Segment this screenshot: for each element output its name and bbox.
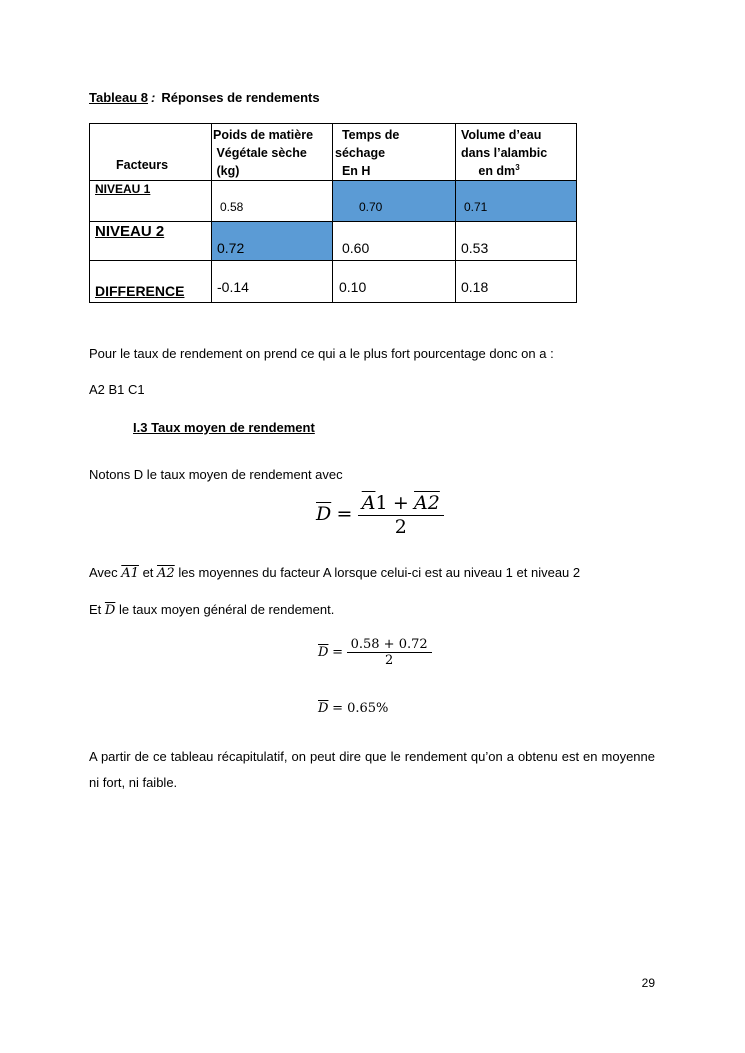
cell-value: 0.70 [359, 200, 383, 214]
value-cell [333, 222, 456, 261]
header-col2-cell [333, 124, 456, 181]
math-a2-bar: A2 [414, 492, 440, 514]
cell-value: 0.58 [220, 200, 244, 214]
math-a-bar: $\overline{A}$ [361, 492, 376, 514]
cell-value: 0.72 [217, 240, 245, 256]
table-row [90, 222, 577, 261]
cell-value: 0.18 [461, 279, 489, 295]
math-d-bar: $\overline{D}$ [318, 701, 329, 716]
cell-value: 0.71 [464, 200, 488, 214]
text-et-end: le taux moyen général de rendement. [115, 602, 335, 617]
table-caption [89, 90, 320, 105]
equation-result [318, 700, 388, 716]
row-label-cell [90, 181, 212, 222]
math-equals: = [332, 644, 343, 660]
equation-mean-values [318, 637, 432, 668]
math-denominator: 2 [384, 653, 394, 668]
math-equals: = [336, 503, 353, 526]
header-col1-label: Poids de matière Végétale sèche (kg) [213, 128, 314, 178]
caption-colon: : [151, 90, 156, 105]
header-col3-label: Volume d’eau dans l’alambic en dm [461, 128, 548, 178]
value-cell [212, 261, 333, 303]
math-d-bar: $\overline{D}$ [316, 503, 332, 526]
equation-mean-definition [316, 492, 444, 538]
paragraph-combination: A2 B1 C1 [89, 382, 145, 397]
paragraph-et [89, 597, 655, 624]
header-col2-label: Temps de séchage En H [335, 128, 400, 178]
math-fraction [358, 492, 444, 538]
header-factor-cell [90, 124, 212, 181]
text-et: et [138, 565, 158, 580]
math-inline-d: $\overline{D}$ [104, 603, 116, 618]
paragraph-rendement: Pour le taux de rendement on prend ce qui a le plus fort pourcentage donc on a : [89, 346, 554, 361]
caption-label: Tableau 8 [89, 90, 149, 105]
row-label-cell [90, 222, 212, 261]
text-avec: Avec [89, 565, 122, 580]
page-number: 29 [641, 976, 655, 990]
math-numerator: 0.58 + 0.72 [347, 637, 432, 653]
header-col3-cell [456, 124, 577, 181]
math-inline-a1: A1 [121, 566, 139, 581]
math-inline-a2: A2 [157, 566, 175, 581]
table-row [90, 261, 577, 303]
math-plus: + [392, 492, 409, 514]
table-header-row [90, 124, 577, 181]
math-fraction [347, 637, 432, 668]
header-col3-sup: 3 [515, 162, 520, 172]
value-cell [456, 222, 577, 261]
text-avec-end: les moyennes du facteur A lorsque celui-ci est au niveau 1 et niveau 2 [174, 565, 581, 580]
value-cell [456, 261, 577, 303]
value-cell [212, 181, 333, 222]
table-row [90, 181, 577, 222]
cell-value: -0.14 [217, 279, 249, 295]
header-factor-label: Facteurs [116, 158, 169, 172]
cell-value: 0.10 [339, 279, 367, 295]
value-cell-highlighted [212, 222, 333, 261]
math-a1-digit: 1 [375, 492, 388, 514]
results-table [89, 123, 577, 303]
math-denominator: 2 [394, 516, 407, 538]
row-label: NIVEAU 1 [95, 182, 151, 196]
row-label: NIVEAU 2 [95, 223, 165, 240]
row-label-cell [90, 261, 212, 303]
math-result: = 0.65% [332, 701, 389, 716]
paragraph-avec [89, 560, 655, 587]
caption-title: Réponses de rendements [161, 90, 320, 105]
cell-value: 0.53 [461, 240, 489, 256]
header-col1-cell [212, 124, 333, 181]
paragraph-notons: Notons D le taux moyen de rendement avec [89, 467, 343, 482]
paragraph-conclusion: A partir de ce tableau récapitulatif, on peut dire que le rendement qu’on a obtenu est en moyenne ni fort, ni faible. [89, 749, 655, 790]
value-cell-highlighted [333, 181, 456, 222]
value-cell [333, 261, 456, 303]
value-cell-highlighted [456, 181, 577, 222]
text-et-start: Et [89, 602, 105, 617]
section-heading: I.3 Taux moyen de rendement [133, 420, 315, 435]
math-d-bar: $\overline{D}$ [318, 644, 329, 660]
row-label: DIFFERENCE [95, 283, 185, 299]
cell-value: 0.60 [342, 240, 370, 256]
